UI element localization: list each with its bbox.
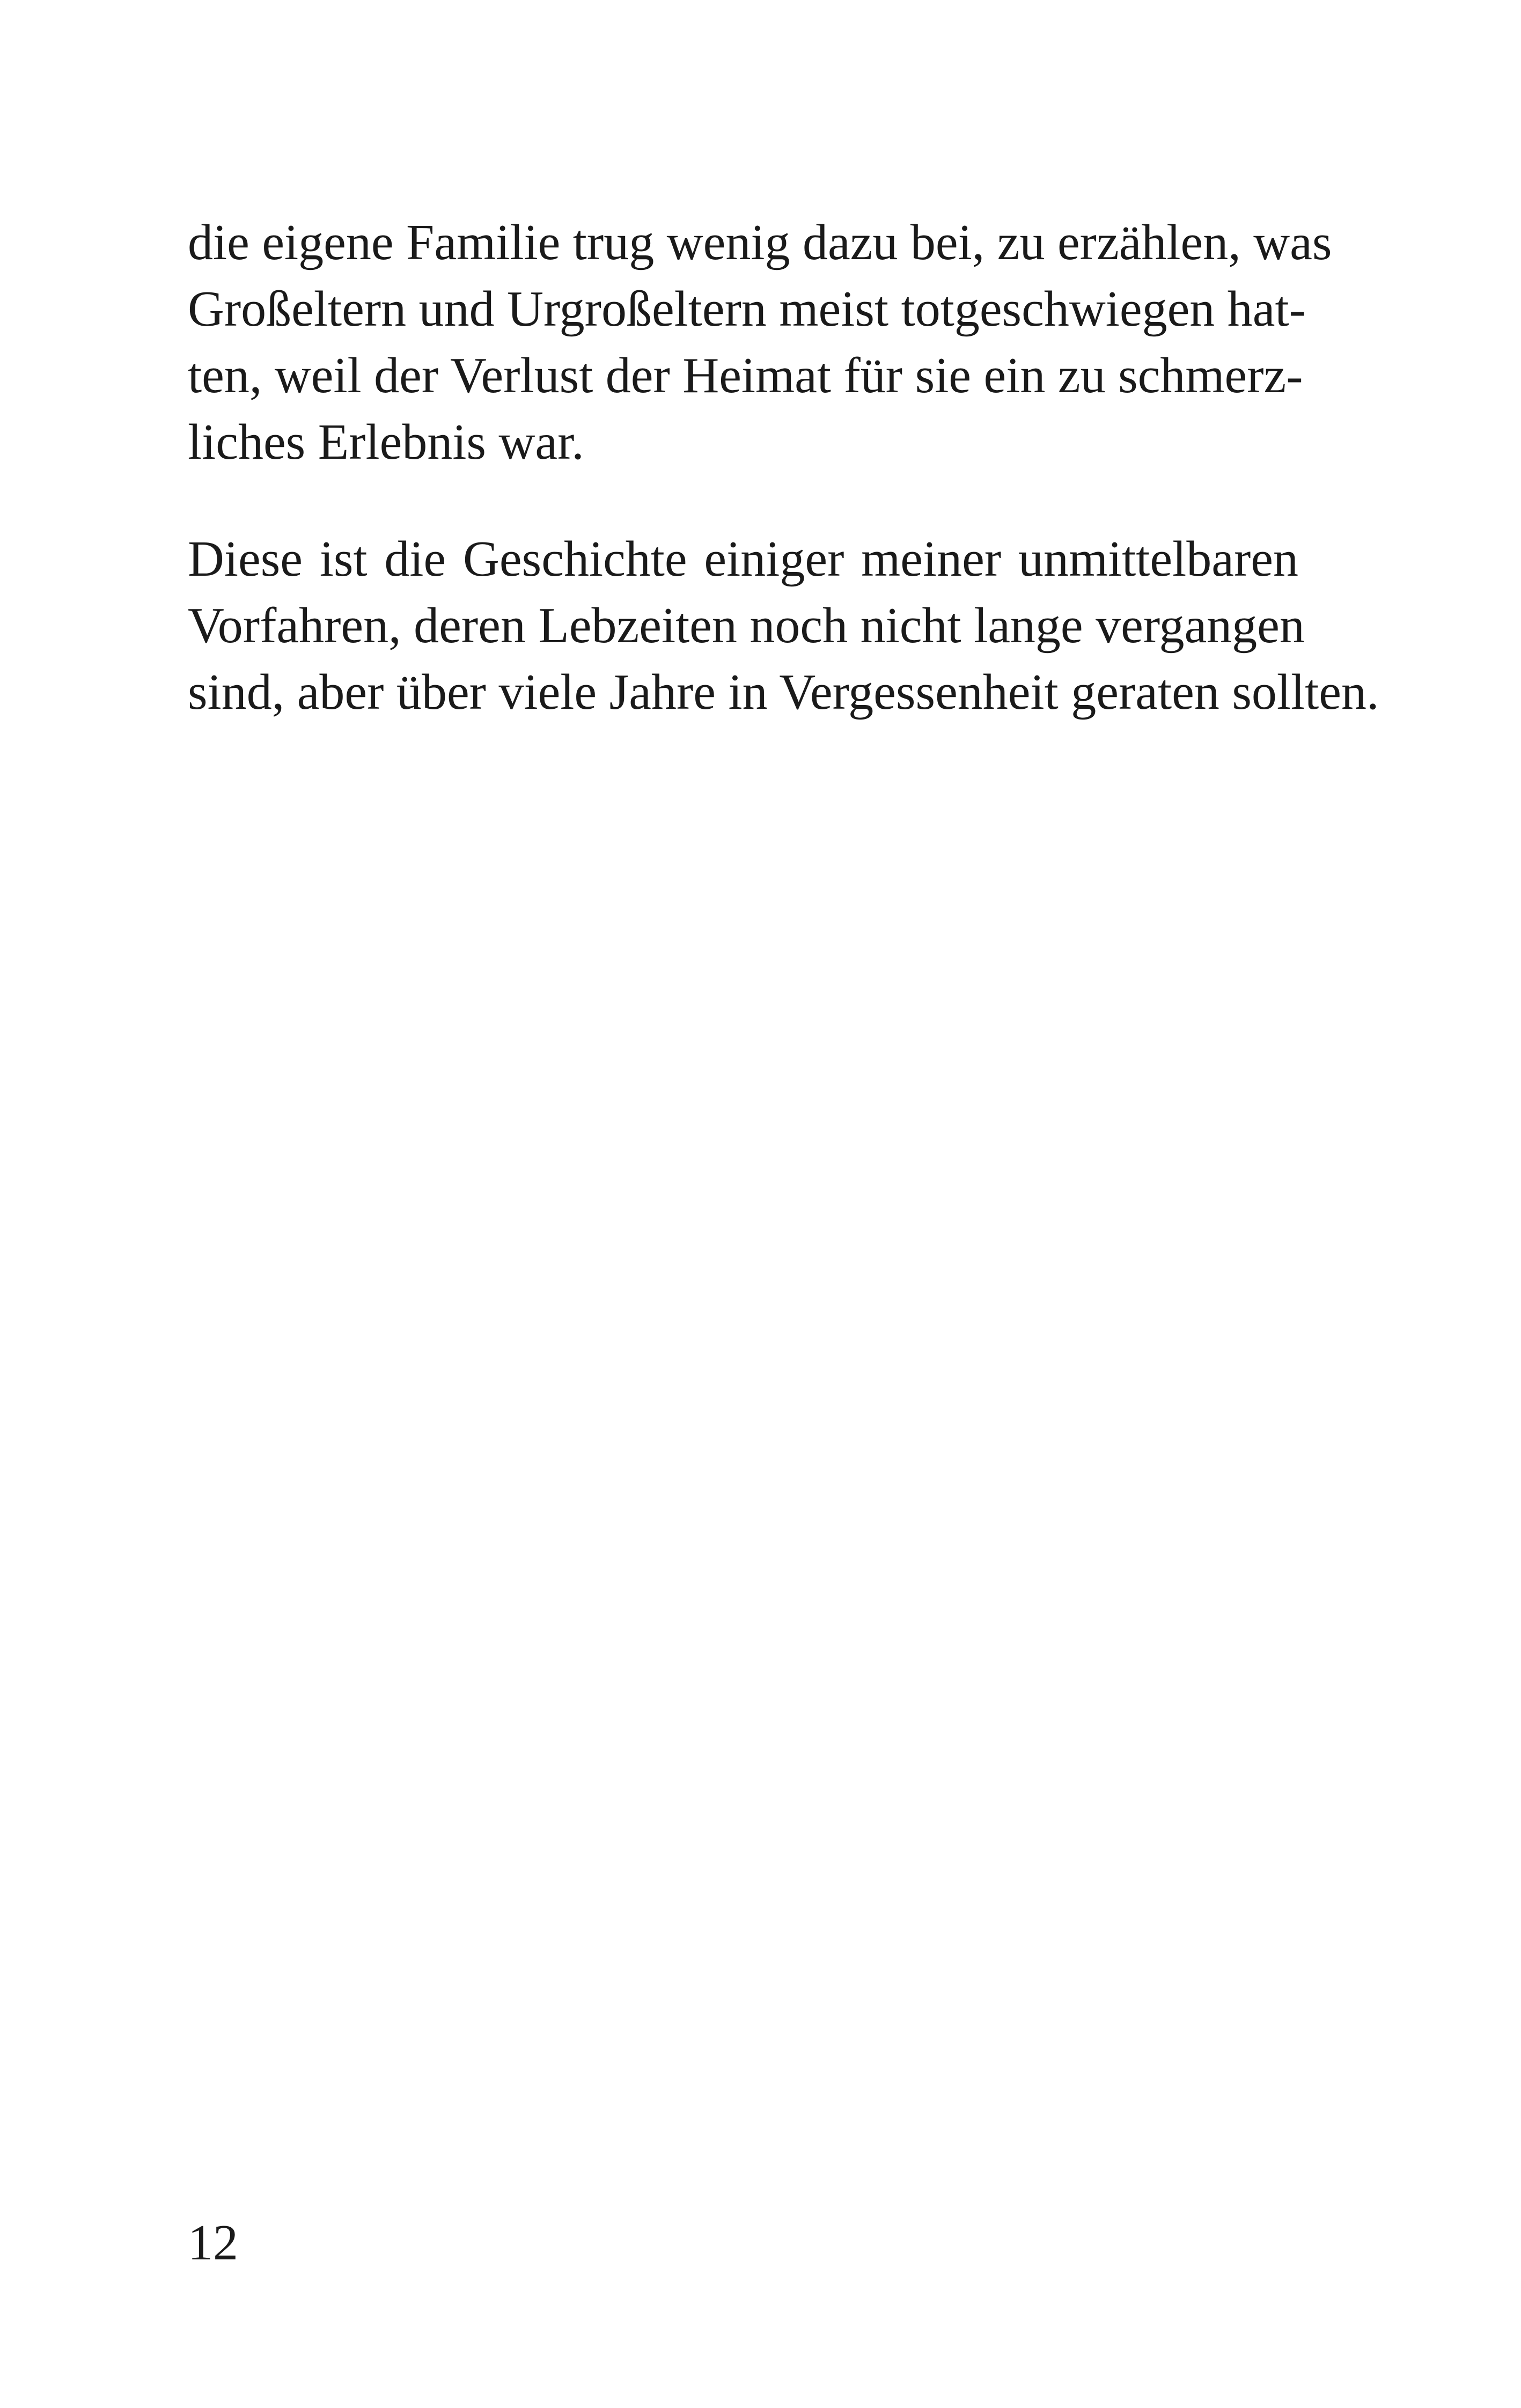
paragraph-line: ten, weil der Verlust der Heimat für sie ein zu schmerz-	[188, 348, 1303, 403]
paragraph-1	[188, 209, 1332, 475]
paragraph-line: Großeltern und Urgroßeltern meist totgeschwiegen hat-	[188, 281, 1306, 337]
paragraph-line: liches Erlebnis war.	[188, 414, 584, 470]
paragraph-2	[188, 526, 1379, 725]
paragraph-line: die eigene Familie trug wenig dazu bei, zu erzählen, was	[188, 215, 1332, 270]
page-number: 12	[188, 2215, 238, 2271]
paragraph-line: sind, aber über viele Jahre in Vergessenheit geraten sollten.	[188, 664, 1379, 720]
paragraph-line: Vorfahren, deren Lebzeiten noch nicht lange vergangen	[188, 598, 1305, 654]
paragraph-line: Diese ist die Geschichte einiger meiner unmittelbaren	[188, 531, 1298, 587]
